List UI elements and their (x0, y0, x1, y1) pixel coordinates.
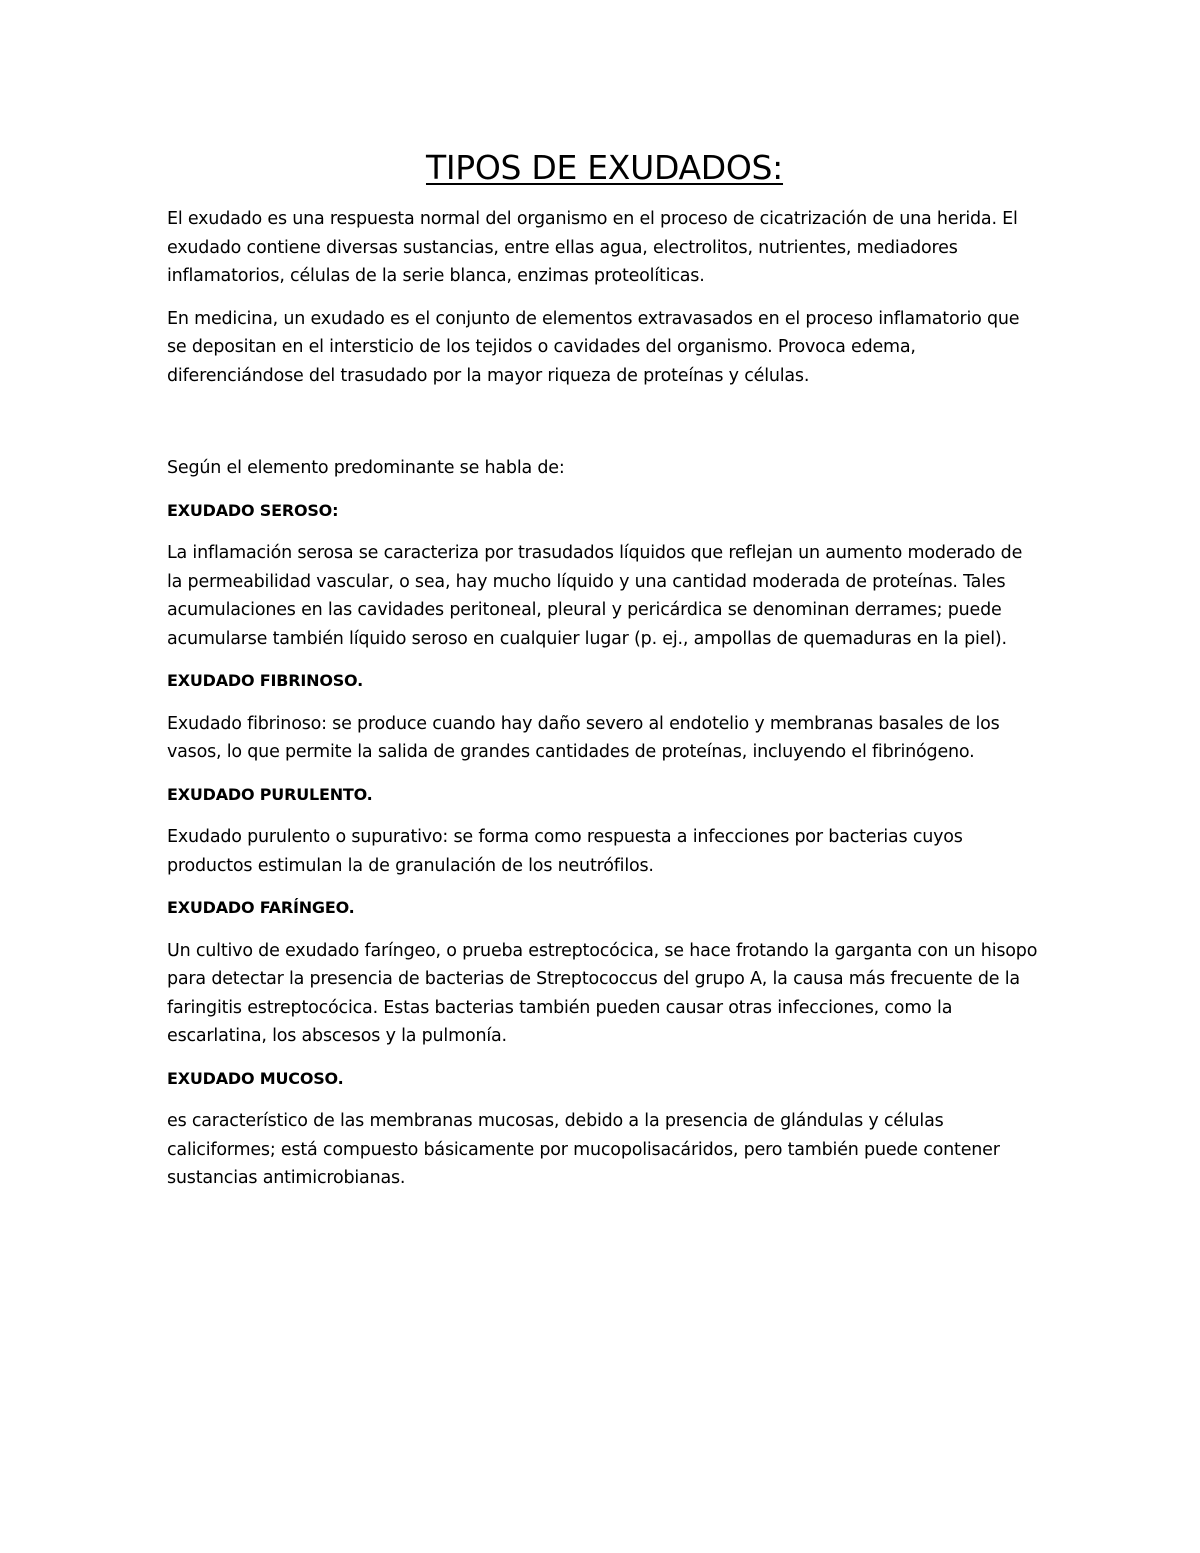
section-heading-purulento: EXUDADO PURULENTO. (167, 784, 373, 804)
blank-line (167, 404, 1042, 454)
intro-paragraph: En medicina, un exudado es el conjunto de elementos extravasados en el proceso inflamatorio que se depositan en el intersticio de los tejidos o cavidades del organismo. Provoca edema, diferenciándose del trasudado por la mayor riqueza de proteínas y células. (167, 308, 1020, 386)
section-heading-faringeo: EXUDADO FARÍNGEO. (167, 898, 355, 917)
section-heading-seroso: EXUDADO SEROSO: (167, 500, 339, 520)
intro-paragraph: El exudado es una respuesta normal del organismo en el proceso de cicatrización de una herida. El exudado contiene diversas sustancias, entre ellas agua, electrolitos, nutrientes, mediadores inflamatorios, células de la serie blanca, enzimas proteolíticas. (167, 209, 1018, 286)
section-heading-fibrinoso: EXUDADO FIBRINOSO. (167, 671, 363, 690)
section-body-fibrinoso: Exudado fibrinoso: se produce cuando hay daño severo al endotelio y membranas basales de los vasos, lo que permite la salida de grandes cantidades de proteínas, incluyendo el fibrinógeno. (167, 713, 1000, 762)
section-body-purulento: Exudado purulento o supurativo: se forma como respuesta a infecciones por bacterias cuyos productos estimulan la de granulación de los neutrófilos. (167, 827, 963, 876)
document-title: TIPOS DE EXUDADOS: (425, 148, 784, 187)
lead-in-text: Según el elemento predominante se habla de: (167, 458, 565, 478)
section-heading-mucoso: EXUDADO MUCOSO. (167, 1068, 344, 1088)
document-body (167, 145, 1042, 1207)
section-body-mucoso: es característico de las membranas mucosas, debido a la presencia de glándulas y células caliciformes; está compuesto básicamente por mucopolisacáridos, pero también puede contener sustancias antimicrobianas. (167, 1111, 1000, 1188)
section-body-seroso: La inflamación serosa se caracteriza por trasudados líquidos que reflejan un aumento moderado de la permeabilidad vascular, o sea, hay mucho líquido y una cantidad moderada de proteínas. Tales acumulaciones en las cavidades peritoneal, pleural y pericárdica se denominan derrames; puede acumularse también líquido seroso en cualquier lugar (p. ej., ampollas de quemaduras en la piel). (167, 543, 1023, 649)
section-body-faringeo: Un cultivo de exudado faríngeo, o prueba estreptocócica, se hace frotando la garganta con un hisopo para detectar la presencia de bacterias de Streptococcus del grupo A, la causa más frecuente de la faringitis estreptocócica. Estas bacterias también pueden causar otras infecciones, como la escarlatina, los abscesos y la pulmonía. (167, 940, 1038, 1046)
